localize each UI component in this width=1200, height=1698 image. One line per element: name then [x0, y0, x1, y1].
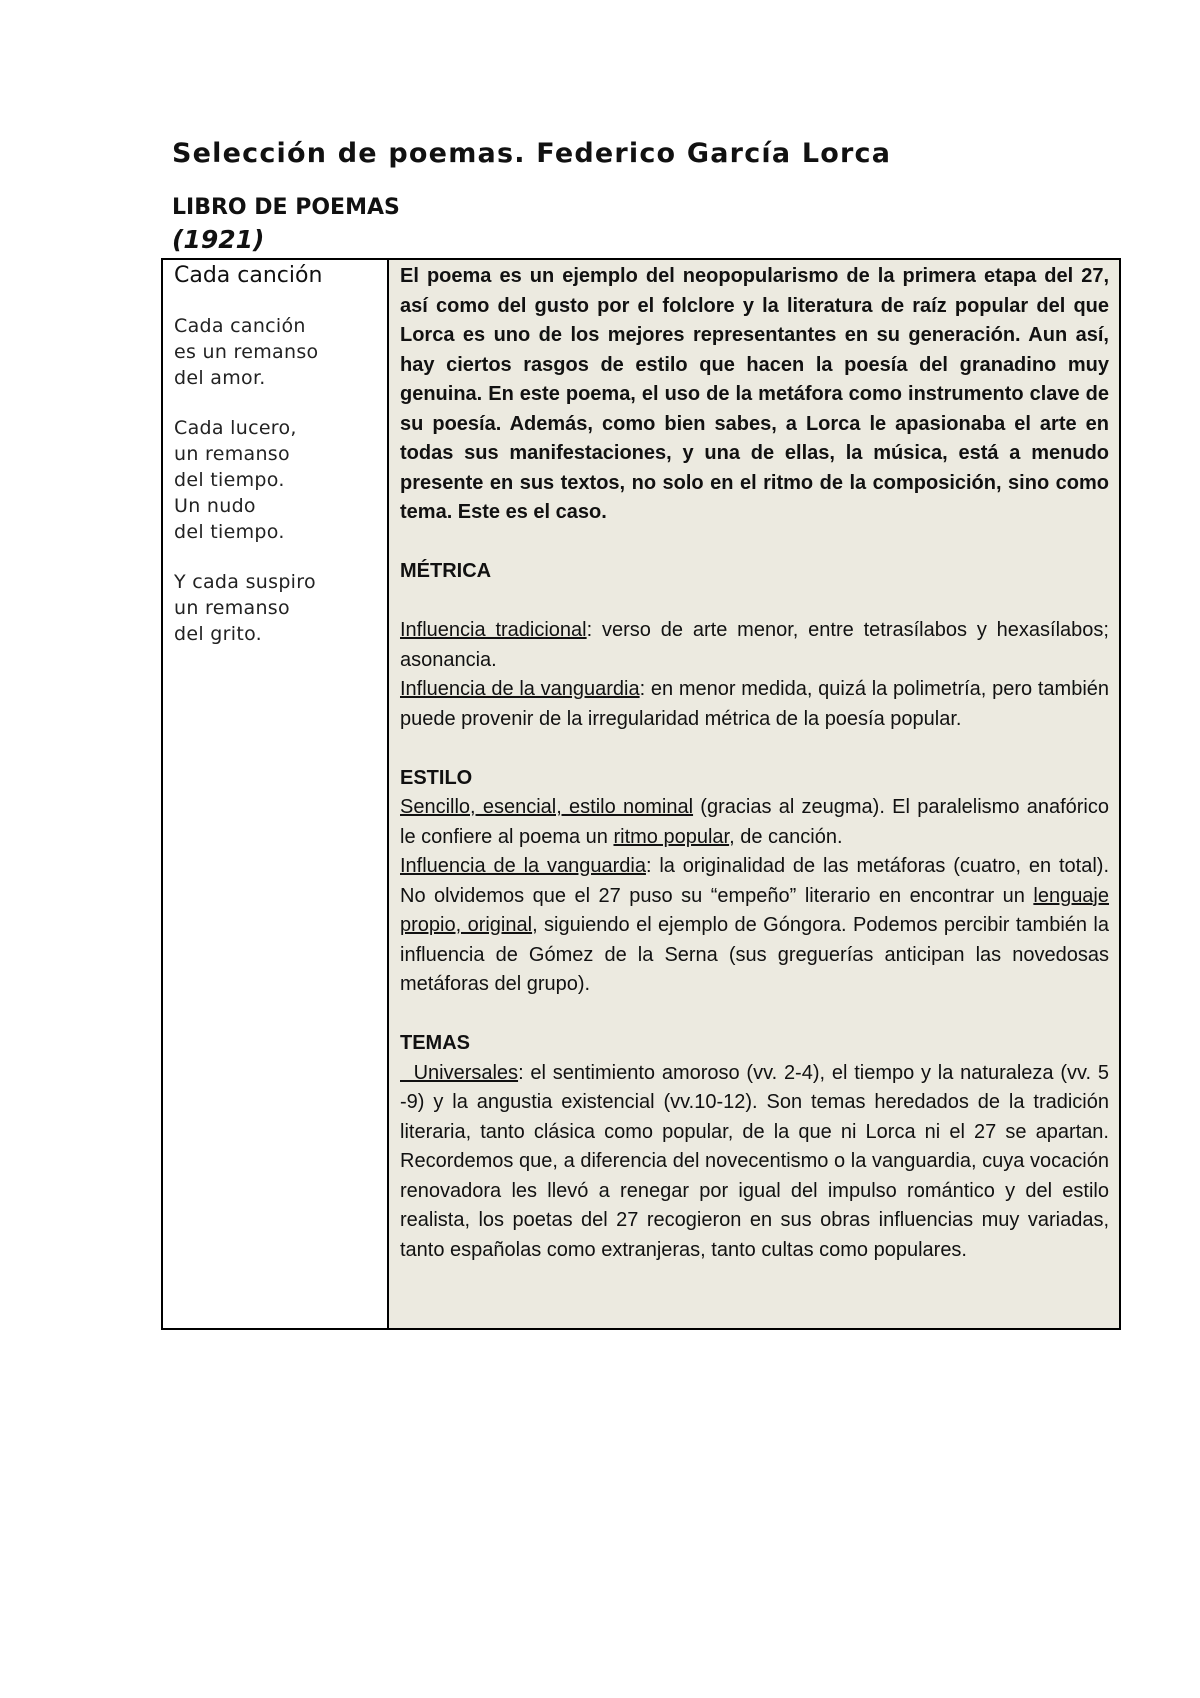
metrica-heading: MÉTRICA: [400, 560, 492, 582]
poem-body: [174, 313, 387, 647]
poem-verse: del grito.: [174, 623, 262, 645]
poem-verse: del tiempo.: [174, 521, 285, 543]
estilo-language-label: lenguaje propio, original: [400, 884, 1109, 936]
estilo-language-text: , siguiendo el ejemplo de Góngora. Podemos percibir también la influencia de Gómez de la Serna (sus greguerías anticipan las novedosas metáforas del grupo).: [400, 914, 1110, 995]
metrica-traditional-label: Influencia tradicional: [400, 619, 587, 641]
document-title: Selección de poemas. Federico García Lorca: [172, 138, 892, 169]
estilo-rhythm-label: ritmo popular: [613, 825, 730, 848]
estilo-heading: ESTILO: [400, 766, 473, 789]
temas-paragraph: [400, 1059, 1109, 1266]
commentary-intro: El poema es un ejemplo del neopopularismo de la primera etapa del 27, así como del gusto por el folclore y la literatura de raíz popular del que Lorca es uno de los mejores representantes en su generación. Aun así, hay ciertos rasgos de estilo que hacen la poesía del granadino muy genuina. En este poema, el uso de la metáfora como instrumento clave de su poesía. Además, como bien sabes, a Lorca le apasionaba el arte en todas sus manifestaciones, y una de ellas, la música, está a menudo presente en sus textos, no solo en el ritmo de la composición, sino como tema. Este es el caso.: [400, 265, 1109, 523]
book-year: (1921): [172, 225, 265, 254]
poem-verse: Un nudo: [174, 495, 256, 517]
poem-verse: Y cada suspiro: [174, 571, 316, 593]
metrica-traditional-text: : verso de arte menor, entre tetrasílabos y hexasílabos; asonancia.: [400, 619, 1109, 671]
poem-verse: del amor.: [174, 367, 266, 389]
estilo-simple-label: Sencillo, esencial, estilo nominal: [400, 796, 694, 818]
estilo-simple-text: (gracias al zeugma). El paralelismo anafórico le confiere al poema un: [400, 796, 1109, 848]
metrica-paragraph-vanguard: [400, 675, 1109, 734]
book-title: LIBRO DE POEMAS: [172, 195, 400, 220]
estilo-vanguard-text: : la originalidad de las metáforas (cuatro, en total). No olvidemos que el 27 puso su “empeño” literario en encontrar un: [400, 855, 1109, 907]
commentary-column: [389, 260, 1119, 1328]
temas-heading: TEMAS: [400, 1032, 470, 1054]
poem-verse: Cada canción: [174, 315, 306, 337]
poem-verse: un remanso: [174, 443, 290, 465]
metrica-vanguard-label: Influencia de la vanguardia: [400, 678, 640, 700]
poem-column: [163, 260, 389, 1328]
estilo-rhythm-text: , de canción.: [729, 825, 843, 848]
poem-stanza: [174, 415, 387, 545]
poem-verse: Cada lucero,: [174, 417, 297, 439]
estilo-vanguard-label: Influencia de la vanguardia: [400, 855, 646, 877]
poem-title: Cada canción: [174, 263, 323, 288]
metrica-paragraph-traditional: [400, 616, 1109, 675]
poem-verse: es un remanso: [174, 341, 319, 363]
metrica-vanguard-text: : en menor medida, quizá la polimetría, pero también puede provenir de la irregularidad métrica de la poesía popular.: [400, 678, 1110, 730]
poem-verse: un remanso: [174, 597, 290, 619]
poem-verse: del tiempo.: [174, 469, 285, 491]
estilo-paragraph-1: [400, 793, 1109, 852]
temas-universal-text: : el sentimiento amoroso (vv. 2-4), el tiempo y la naturaleza (vv. 5 -9) y la angustia existencial (vv.10-12). Son temas heredados de la tradición literaria, tanto clásica como popular, de la que ni Lorca ni el 27 se apartan. Recordemos que, a diferencia del novecentismo o la vanguardia, cuya vocación renovadora les llevó a renegar por igual del impulso romántico y del estilo realista, los poetas del 27 recogieron en sus obras influencias muy variadas, tanto españolas como extranjeras, tanto cultas como populares.: [400, 1061, 1109, 1261]
poem-stanza: [174, 569, 387, 647]
temas-universal-label: Universales: [400, 1061, 519, 1084]
poem-analysis-table: [161, 258, 1121, 1330]
poem-stanza: [174, 313, 387, 391]
estilo-paragraph-2: [400, 852, 1109, 1000]
